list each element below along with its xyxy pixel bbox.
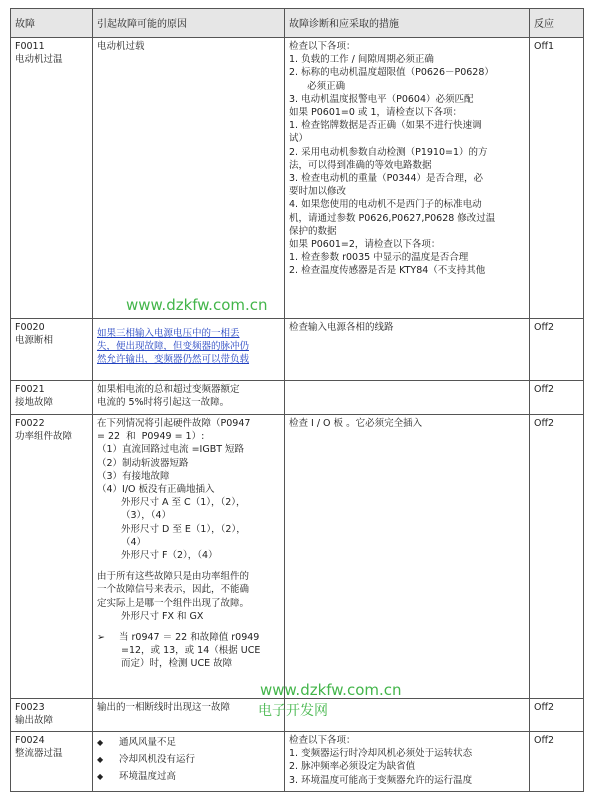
cause-item: （2）制动斩波器短路 bbox=[97, 457, 189, 469]
measure-line: 3. 环境温度可能高于变频器允许的运行温度 bbox=[289, 774, 473, 786]
reaction-cell: Off2 bbox=[530, 319, 584, 381]
header-cause: 引起故障可能的原因 bbox=[93, 9, 285, 38]
watermark-url: www.dzkfw.com.cn bbox=[126, 296, 268, 314]
fault-code: F0022 bbox=[15, 418, 45, 429]
fault-cell bbox=[11, 319, 93, 381]
cause-item: （1）直流回路过电流 =IGBT 短路 bbox=[97, 444, 245, 456]
cause-arrow-item: ➢ 当 r0947 ＝ 22 和故障值 r0949 bbox=[97, 632, 260, 644]
fault-table bbox=[10, 8, 584, 792]
cause-size: （3），（4） bbox=[121, 510, 172, 522]
measure-line: 试） bbox=[289, 133, 309, 145]
cause-text: 输出的一相断线时出现这一故障 bbox=[97, 702, 231, 713]
measure-line: 2. 检查温度传感器是否是 KTY84（不支持其他 bbox=[289, 265, 486, 277]
measure-line: 3. 检查电动机的重量（P0344）是否合理，必 bbox=[289, 173, 483, 185]
measure-line: 1. 负载的工作 / 间隙周期必须正确 bbox=[289, 54, 434, 66]
table-row bbox=[11, 732, 584, 792]
fault-name: 接地故障 bbox=[15, 397, 54, 409]
cause-text: 电流的 5%时将引起这一故障。 bbox=[97, 397, 230, 409]
fault-code: F0021 bbox=[15, 384, 45, 395]
cause-bullet-item: ◆ 环境温度过高 bbox=[97, 768, 280, 785]
cause-size: 外形尺寸 F（2），（4） bbox=[121, 550, 218, 562]
spacer bbox=[97, 562, 280, 570]
measure-line: 检查输入电源各相的线路 bbox=[289, 322, 394, 333]
cause-link-text[interactable]: 然允许输出，变频器仍然可以带负载 bbox=[97, 354, 250, 366]
reaction-cell: Off2 bbox=[530, 381, 584, 415]
diamond-bullet-icon: ◆ bbox=[97, 755, 104, 764]
measure-line: 机，请通过参数 P0626,P0627,P0628 修改过温 bbox=[289, 212, 496, 224]
measure-line: 1. 检查参数 r0035 中显示的温度是否合理 bbox=[289, 252, 469, 264]
fault-table-page bbox=[10, 8, 583, 792]
reaction-cell: Off1 bbox=[530, 38, 584, 319]
fault-name: 整流器过温 bbox=[15, 748, 63, 760]
measure-line: 要时加以修改 bbox=[289, 186, 347, 198]
cause-cell bbox=[93, 319, 285, 381]
diamond-bullet-icon: ◆ bbox=[97, 772, 104, 781]
measure-line: 3. 电动机温度报警电平（P0604）必须匹配 bbox=[289, 93, 474, 105]
arrow-bullet-icon: ➢ bbox=[97, 632, 105, 644]
measures-cell bbox=[285, 319, 530, 381]
fault-code: F0024 bbox=[15, 735, 45, 746]
measure-line: 检查以下各项： bbox=[289, 735, 356, 746]
watermark-site-name: 电子开发网 bbox=[258, 703, 328, 719]
measure-line: 法，可以得到准确的等效电路数据 bbox=[289, 159, 432, 171]
measure-line: 4. 如果您使用的电动机不是西门子的标准电动 bbox=[289, 199, 482, 211]
fault-name: 输出故障 bbox=[15, 715, 54, 727]
measures-cell bbox=[285, 732, 530, 792]
cause-note: 由于所有这些故障只是由功率组件的 bbox=[97, 571, 250, 583]
table-row bbox=[11, 38, 584, 319]
measures-cell bbox=[285, 699, 530, 732]
cause-cell bbox=[93, 415, 285, 699]
cause-cell bbox=[93, 699, 285, 732]
measures-cell bbox=[285, 38, 530, 319]
measure-line: 如果 P0601=2，请检查以下各项： bbox=[289, 239, 441, 251]
measures-cell bbox=[285, 381, 530, 415]
measure-line: 1. 检查铭牌数据是否正确（如果不进行快速调 bbox=[289, 120, 482, 132]
cause-cell bbox=[93, 732, 285, 792]
cause-size: 外形尺寸 A 至 C（1），（2）， bbox=[121, 497, 246, 509]
cause-cell bbox=[93, 381, 285, 415]
fault-cell bbox=[11, 699, 93, 732]
cause-item: （3）有接地故障 bbox=[97, 470, 170, 482]
fault-code: F0011 bbox=[15, 41, 45, 52]
measure-line: 如果 P0601=0 或 1，请检查以下各项： bbox=[289, 107, 463, 119]
reaction-cell: Off2 bbox=[530, 699, 584, 732]
cause-item: （4）I/O 板没有正确地插入 bbox=[97, 484, 215, 496]
measure-line: 检查以下各项： bbox=[289, 41, 356, 52]
measure-line: 2. 脉冲频率必须设定为缺省值 bbox=[289, 761, 416, 773]
cause-text: = 22 和 P0949 = 1）: bbox=[97, 431, 205, 443]
cause-text: 如果相电流的总和超过变频器额定 bbox=[97, 384, 240, 395]
spacer bbox=[97, 623, 280, 631]
cause-cell bbox=[93, 38, 285, 319]
cause-note: 一个故障信号来表示，因此，不能确 bbox=[97, 584, 250, 596]
fault-code: F0020 bbox=[15, 322, 45, 333]
fault-name: 电动机过温 bbox=[15, 54, 63, 66]
fault-code: F0023 bbox=[15, 702, 45, 713]
diamond-bullet-icon: ◆ bbox=[97, 738, 104, 747]
table-row bbox=[11, 415, 584, 699]
reaction-cell: Off2 bbox=[530, 415, 584, 699]
fault-cell bbox=[11, 381, 93, 415]
table-row bbox=[11, 319, 584, 381]
cause-text: 电动机过载 bbox=[97, 41, 145, 52]
fault-name: 电源断相 bbox=[15, 335, 54, 347]
measures-cell bbox=[285, 415, 530, 699]
cause-text: 在下列情况将引起硬件故障（P0947 bbox=[97, 418, 251, 429]
measure-line: 检查 I / O 板 。它必须完全插入 bbox=[289, 418, 423, 429]
cause-arrow-line: =12，或 13，或 14（根据 UCE bbox=[121, 645, 261, 657]
measure-line: 1. 变频器运行时冷却风机必须处于运转状态 bbox=[289, 748, 473, 760]
fault-cell bbox=[11, 732, 93, 792]
header-fault: 故障 bbox=[11, 9, 93, 38]
cause-bullet-item: ◆ 通风风量不足 bbox=[97, 734, 280, 751]
table-row bbox=[11, 699, 584, 732]
measure-line: 保护的数据 bbox=[289, 225, 337, 237]
table-header-row bbox=[11, 9, 584, 38]
cause-note: 定实际上是哪一个组件出现了故障。 bbox=[97, 597, 250, 609]
header-measures: 故障诊断和应采取的措施 bbox=[285, 9, 530, 38]
fault-cell bbox=[11, 415, 93, 699]
measure-line: 2. 采用电动机参数自动检测（P1910=1）的方 bbox=[289, 146, 488, 158]
cause-arrow-line: 而定）时，检测 UCE 故障 bbox=[121, 658, 233, 670]
measure-line: 必须正确 bbox=[289, 80, 346, 92]
fault-cell bbox=[11, 38, 93, 319]
cause-link-text[interactable]: 如果三相输入电源电压中的一相丢 bbox=[97, 328, 240, 339]
header-reaction: 反应 bbox=[530, 9, 584, 38]
table-row bbox=[11, 381, 584, 415]
reaction-cell: Off2 bbox=[530, 732, 584, 792]
cause-bullet-item: ◆ 冷却风机没有运行 bbox=[97, 751, 280, 768]
cause-size: （4） bbox=[121, 536, 147, 548]
measure-line: 2. 标称的电动机温度超限值（P0626－P0628） bbox=[289, 67, 494, 79]
cause-link-text[interactable]: 失，便出现故障，但变频器的脉冲仍 bbox=[97, 341, 250, 353]
watermark-url: www.dzkfw.com.cn bbox=[260, 681, 402, 699]
cause-size: 外形尺寸 D 至 E（1），（2）， bbox=[121, 523, 246, 535]
fault-name: 功率组件故障 bbox=[15, 431, 73, 443]
cause-size: 外形尺寸 FX 和 GX bbox=[121, 610, 204, 622]
